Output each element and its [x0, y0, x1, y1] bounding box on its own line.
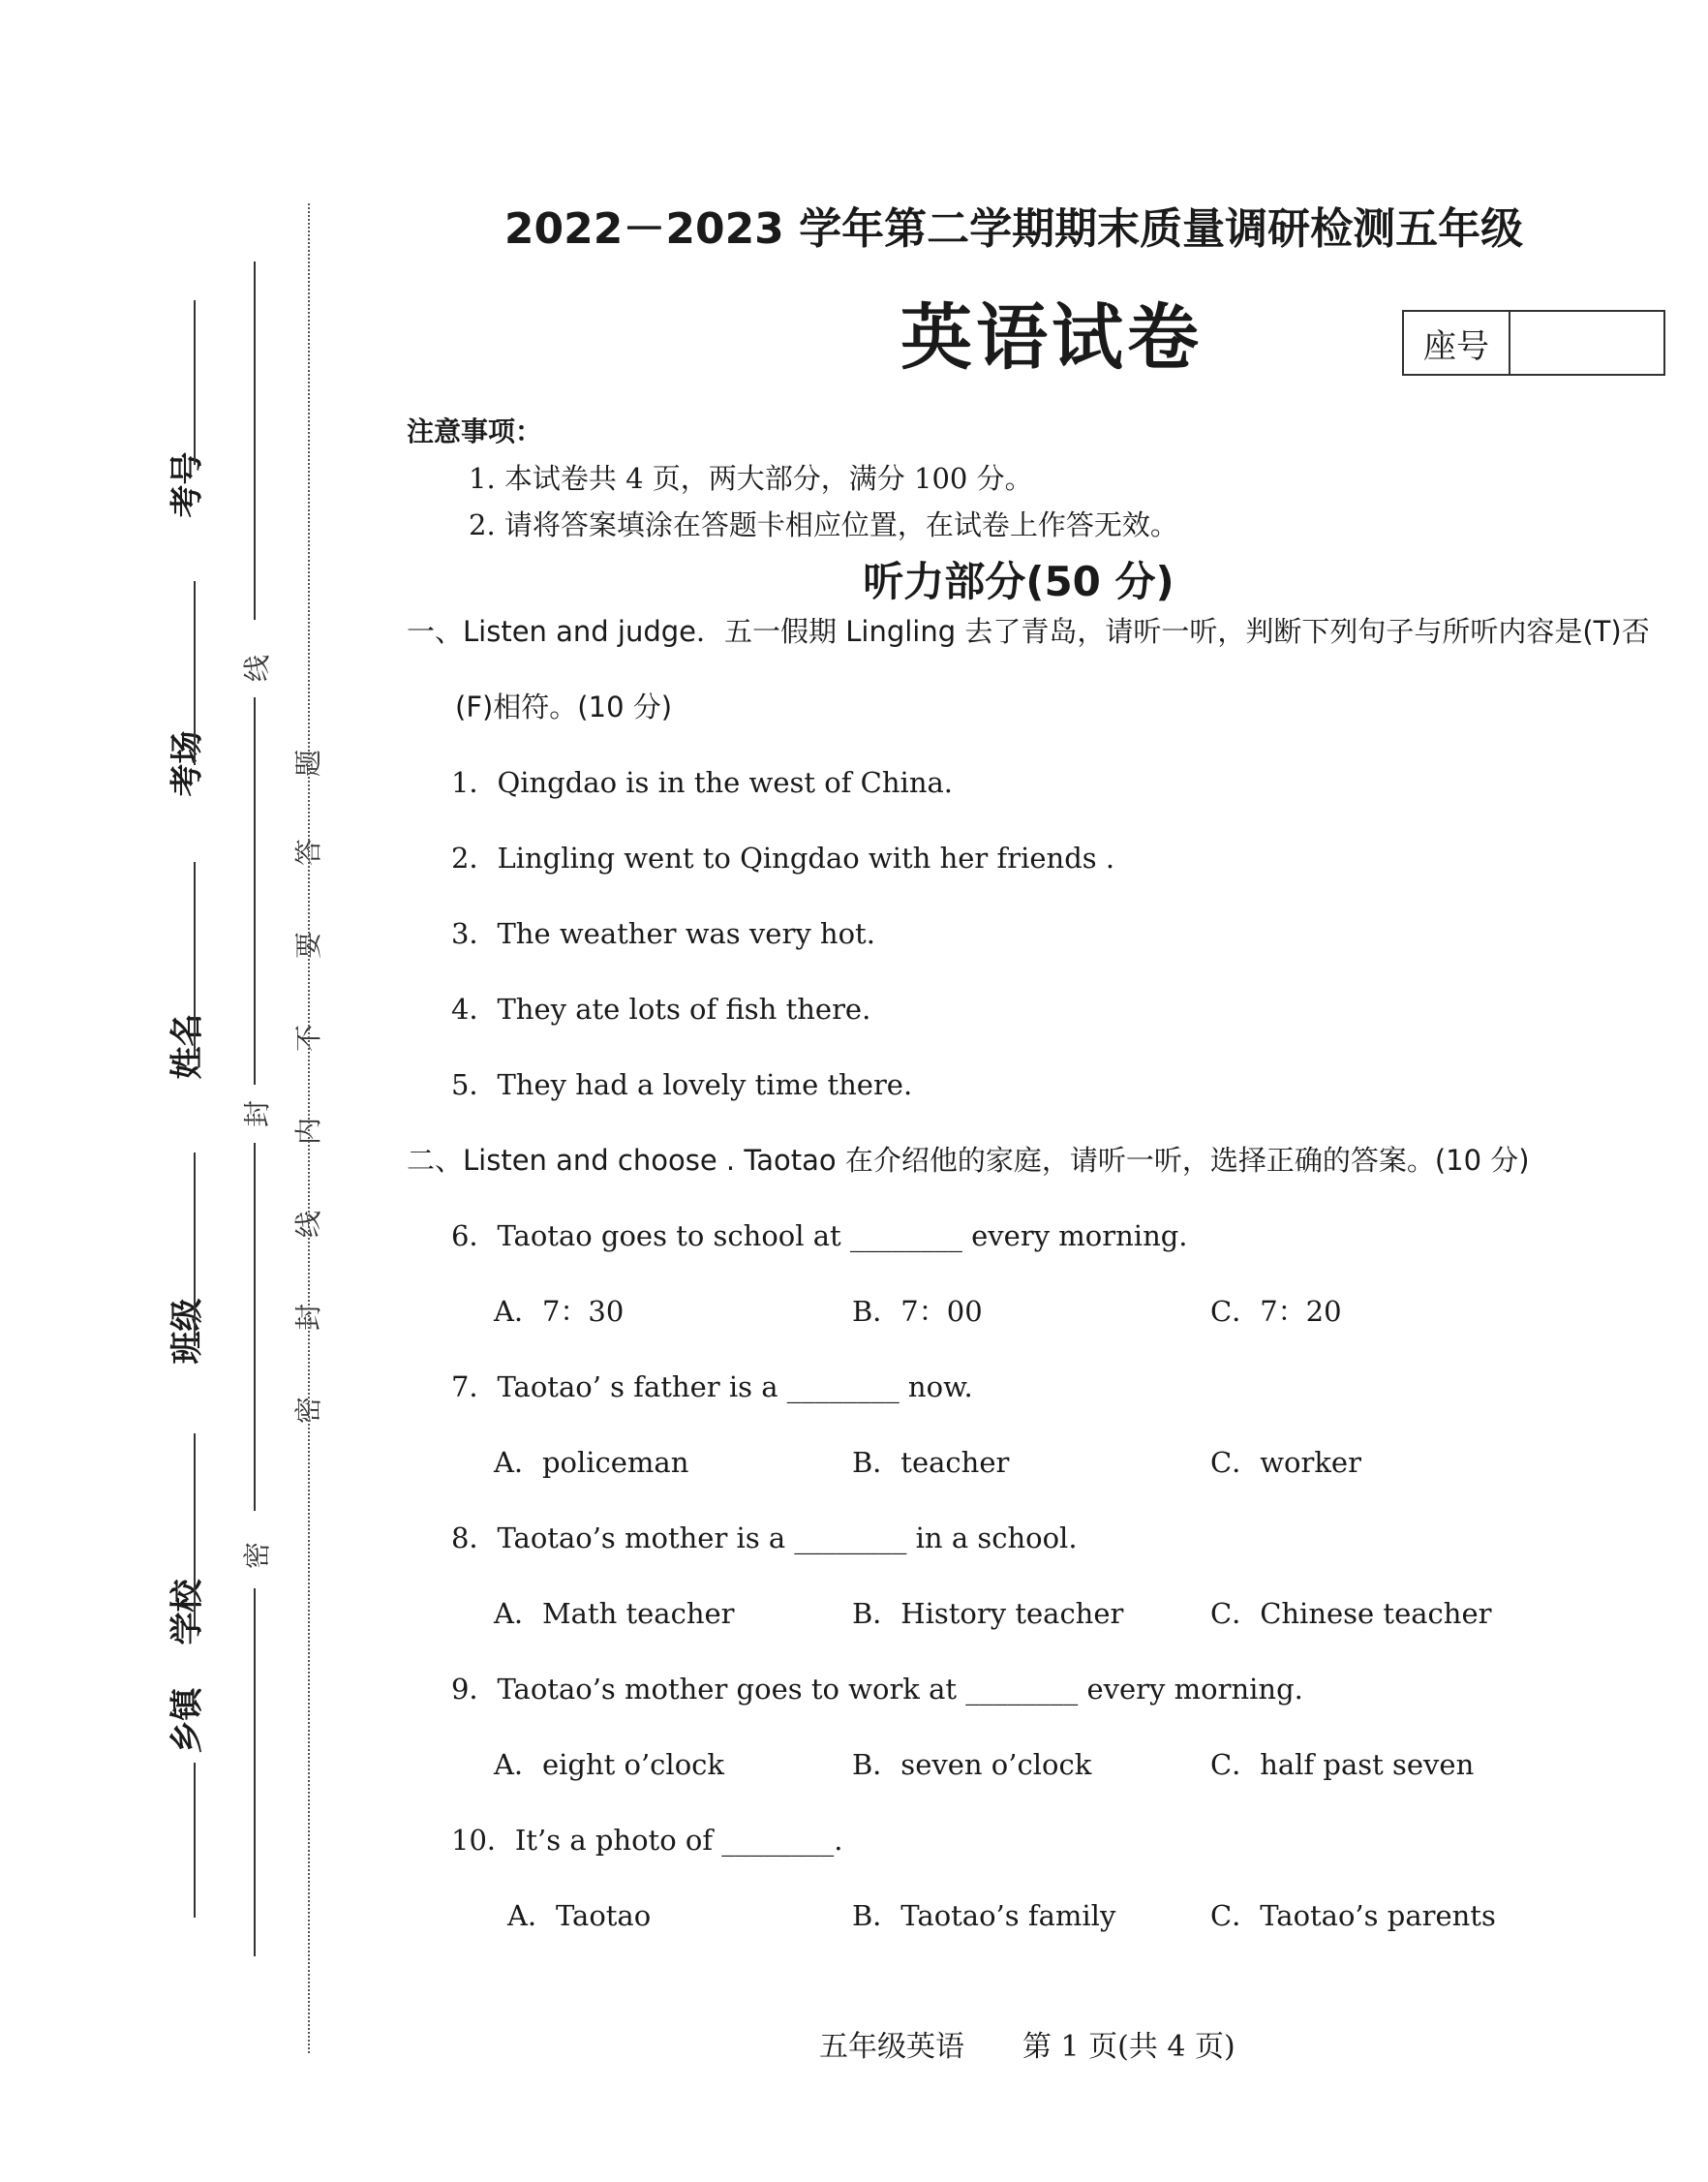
binding-underline	[194, 300, 196, 465]
question-1: 1．Qingdao is in the west of China.	[451, 766, 954, 799]
binding-label-exam-number: 考号	[168, 451, 207, 518]
question-10: 10．It’s a photo of ________.	[451, 1824, 843, 1857]
option-9a: A．eight o’clock	[494, 1748, 724, 1781]
inner-char: 题	[292, 749, 325, 778]
option-7a: A．policeman	[494, 1446, 689, 1479]
inner-char: 答	[292, 838, 325, 867]
inner-char: 不	[292, 1024, 325, 1053]
part1-heading: 一、Listen and judge．五一假期 Lingling 去了青岛，请听一听，判断下列句子与所听内容是(T)否	[407, 615, 1650, 648]
option-6c: C．7：20	[1210, 1295, 1342, 1328]
option-6b: B．7：00	[852, 1295, 983, 1328]
binding-label-exam-room: 考场	[168, 730, 207, 797]
question-9: 9．Taotao’s mother goes to work at ________ every morning.	[451, 1673, 1303, 1706]
note-item: 1. 本试卷共 4 页，两大部分，满分 100 分。	[469, 462, 1033, 495]
exam-title: 英语试卷	[900, 296, 1203, 380]
question-2: 2．Lingling went to Qingdao with her friends .	[451, 842, 1115, 875]
seal-char-seal: 封	[241, 1099, 274, 1128]
question-7: 7．Taotao’ s father is a ________ now.	[451, 1370, 973, 1403]
question-4: 4．They ate lots of fish there.	[451, 993, 871, 1026]
question-8: 8．Taotao’s mother is a ________ in a school.	[451, 1521, 1078, 1554]
note-item: 2. 请将答案填涂在答题卡相应位置，在试卷上作答无效。	[469, 508, 1178, 541]
part2-heading: 二、Listen and choose . Taotao 在介绍他的家庭，请听一听，选择正确的答案。(10 分)	[407, 1144, 1530, 1177]
option-10a: A．Taotao	[507, 1899, 652, 1932]
option-9b: B．seven o’clock	[852, 1748, 1092, 1781]
option-7c: C．worker	[1210, 1446, 1361, 1479]
seal-line	[254, 697, 256, 1085]
inner-char: 封	[292, 1303, 325, 1332]
option-8a: A．Math teacher	[494, 1597, 735, 1630]
binding-underline	[194, 1433, 196, 1627]
seal-char-secret: 密	[241, 1541, 274, 1570]
option-8b: B．History teacher	[852, 1597, 1124, 1630]
seal-char-line: 线	[241, 654, 274, 683]
binding-underline	[194, 862, 196, 1056]
option-8c: C．Chinese teacher	[1210, 1597, 1492, 1630]
binding-label-town: 乡镇	[168, 1687, 207, 1754]
option-7b: B．teacher	[852, 1446, 1010, 1479]
inner-char: 内	[292, 1117, 325, 1146]
footer-page-number: 第 1 页(共 4 页)	[1022, 2030, 1235, 2064]
inner-char: 密	[292, 1396, 325, 1425]
question-6: 6．Taotao goes to school at ________ every morning.	[451, 1219, 1188, 1252]
option-10b: B．Taotao’s family	[852, 1899, 1116, 1932]
seat-number-field[interactable]	[1510, 312, 1663, 374]
seat-number-label: 座号	[1404, 312, 1510, 374]
question-5: 5．They had a lovely time there.	[451, 1068, 913, 1101]
seal-line	[254, 1143, 256, 1511]
section-title: 听力部分(50 分)	[863, 558, 1174, 605]
binding-underline	[194, 581, 196, 765]
exam-title-line: 2022－2023 学年第二学期期末质量调研检测五年级	[503, 204, 1524, 254]
page-footer	[819, 2022, 1294, 2065]
seal-line	[254, 1588, 256, 1956]
part1-heading-cont: (F)相符。(10 分)	[455, 691, 673, 723]
question-3: 3．The weather was very hot.	[451, 917, 875, 950]
binding-underline	[194, 1763, 196, 1918]
footer-subject: 五年级英语	[819, 2030, 964, 2064]
option-10c: C．Taotao’s parents	[1210, 1899, 1496, 1932]
seat-number-box[interactable]	[1402, 310, 1665, 376]
inner-char: 要	[292, 931, 325, 960]
notes-heading: 注意事项：	[407, 415, 543, 447]
option-9c: C．half past seven	[1210, 1748, 1475, 1781]
binding-underline	[194, 1152, 196, 1346]
binding-label-class: 班级	[168, 1298, 207, 1365]
inner-char: 线	[292, 1210, 325, 1239]
binding-label-school: 学校	[168, 1579, 207, 1645]
binding-label-name: 姓名	[168, 1013, 207, 1080]
option-6a: A．7：30	[494, 1295, 625, 1328]
cut-line	[308, 203, 310, 2053]
